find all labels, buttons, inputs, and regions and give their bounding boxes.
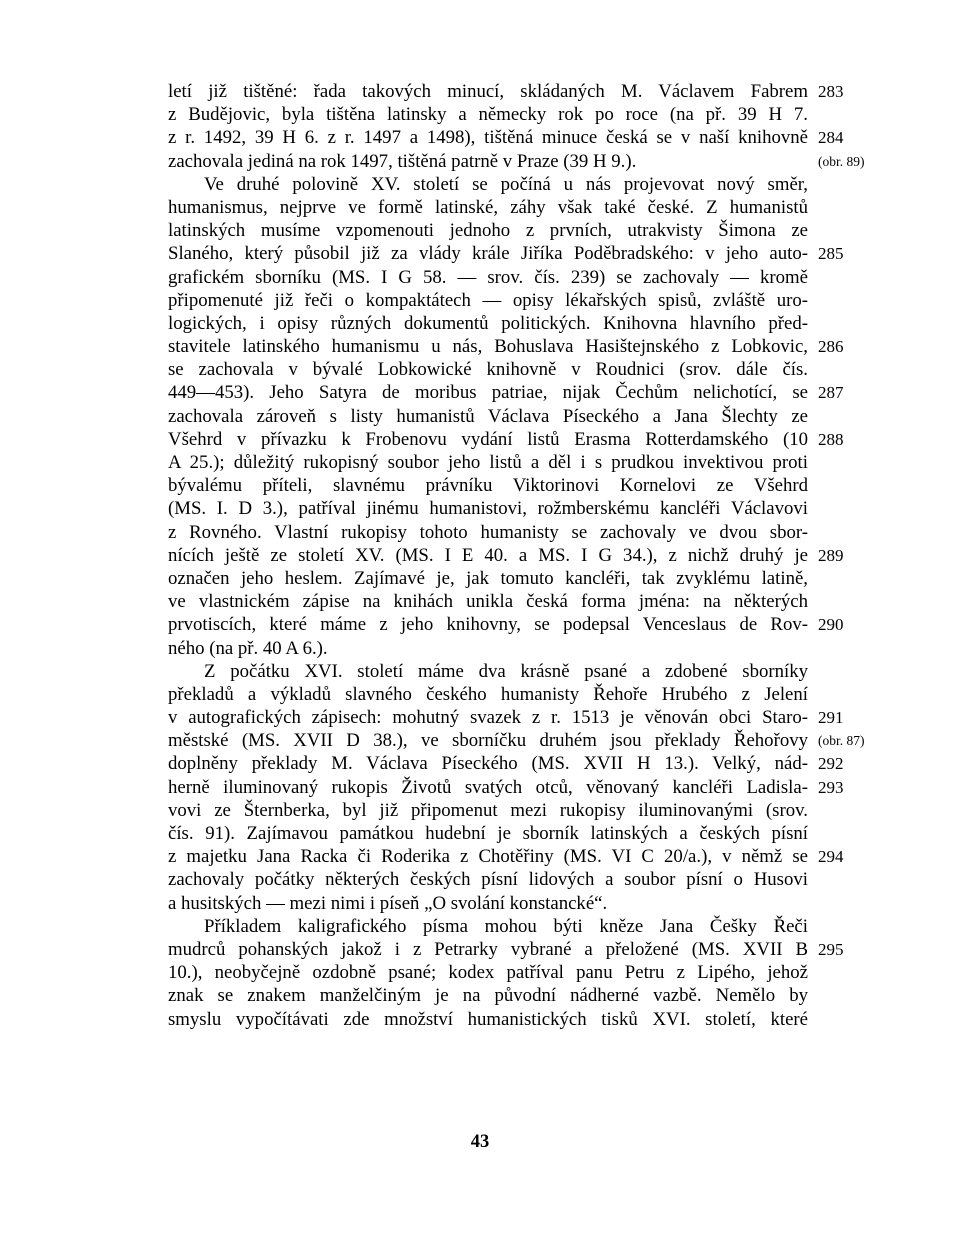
page-number: 43 [470, 1132, 490, 1152]
margin-note: 285 [818, 244, 844, 264]
margin-note [818, 637, 918, 660]
text-line: z r. 1492, 39 H 6. z r. 1497 a 1498), tištěná minuce česká se v naší knihovně [168, 127, 808, 149]
margin-note [818, 799, 918, 822]
text-line: v autografických zápisech: mohutný svazek z r. 1513 je věnován obci Staro- [168, 707, 808, 729]
margin-note [818, 451, 918, 474]
margin-note [818, 1008, 918, 1031]
text-line: Příkladem kaligrafického písma mohou býti kněze Jana Češky Řeči [204, 915, 808, 937]
margin-note [818, 312, 918, 335]
text-line: ného (na př. 40 A 6.). [168, 637, 328, 659]
margin-note: 293 [818, 777, 844, 797]
margin-note: 284 [818, 128, 844, 148]
margin-note [818, 289, 918, 312]
text-line: z Rovného. Vlastní rukopisy tohoto humanisty se zachovaly ve dvou sbor- [168, 521, 808, 543]
text-line: čís. 91). Zajímavou památkou hudební je sborník latinských a českých písní [168, 823, 808, 844]
margin-notes [818, 80, 918, 1031]
margin-note [818, 219, 918, 242]
margin-note [818, 103, 918, 126]
margin-note [818, 822, 918, 845]
margin-note [818, 961, 918, 984]
text-line: latinských musíme vzpomenouti jednoho z prvních, utrakvisty Šimona ze [168, 220, 808, 242]
margin-note [818, 660, 918, 683]
text-line: nících ještě ze století XV. (MS. I E 40. a MS. I G 34.), z nichž druhý je [168, 544, 808, 566]
text-line: doplněny překlady M. Václava Píseckého (MS. XVII H 13.). Velký, nád- [168, 753, 808, 775]
margin-note: 292 [818, 754, 844, 774]
text-line: vovi ze Šternberka, byl již připomenut mezi rukopisy iluminovanými (srov. [168, 799, 808, 821]
text-line: stavitele latinského humanismu u nás, Bohuslava Hasištejnského z Lobkovic, [168, 336, 808, 358]
text-line: označen jeho heslem. Zajímavé je, jak tomuto kancléři, tak zvyklému latině, [168, 567, 808, 589]
margin-note [818, 984, 918, 1007]
margin-note [818, 683, 918, 706]
text-line: z Budějovic, byla tištěna latinsky a německy rok po roce (na př. 39 H 7. [168, 104, 808, 126]
margin-note [818, 892, 918, 915]
text-line: humanismus, nejprve ve formě latinské, záhy však také české. Z humanistů [168, 196, 808, 218]
margin-note [818, 590, 918, 613]
text-line: smyslu vypočítávati zde množství humanistických tisků XVI. století, které [168, 1008, 808, 1030]
margin-note: 287 [818, 383, 844, 403]
text-line: a husitských — mezi nimi i píseň „O svolání konstancké“. [168, 892, 608, 914]
margin-note: 291 [818, 708, 844, 728]
margin-note [818, 474, 918, 497]
text-line: 449—453). Jeho Satyra de moribus patriae, nijak Čechům nelichotící, se [168, 382, 808, 404]
margin-note: 283 [818, 82, 844, 101]
text-line: Slaného, který působil již za vlády krále Jiříka Poděbradského: v jeho auto- [168, 243, 808, 265]
margin-note: (obr. 89) [818, 153, 865, 169]
text-line: znak se znakem manželčiným je na původní nádherné vazbě. Nemělo by [168, 985, 808, 1007]
margin-note: 290 [818, 615, 844, 635]
text-line: zachovaly počátky některých českých písní lidových a soubor písní o Husovi [168, 869, 808, 891]
margin-note: 289 [818, 545, 844, 565]
margin-note [818, 266, 918, 289]
body-text [168, 80, 808, 1031]
text-line: letí již tištěné: řada takových minucí, skládaných M. Václavem Fabrem [168, 81, 808, 102]
text-line: z majetku Jana Racka či Roderika z Chotěřiny (MS. VI C 20/a.), v němž se [168, 846, 808, 868]
text-line: herně iluminovaný rukopis Životů svatých otců, věnovaný kancléři Ladisla- [168, 776, 808, 798]
text-line: logických, i opisy různých dokumentů politických. Knihovna hlavního před- [168, 312, 808, 334]
text-line: mudrců pohanských jakož i z Petrarky vybrané a přeložené (MS. XVII B [168, 938, 808, 960]
text-line: Ve druhé polovině XV. století se počíná u nás projevovat nový směr, [204, 173, 808, 195]
margin-note [818, 405, 918, 428]
text-line: ve vlastnickém zápise na knihách unikla česká forma jména: na některých [168, 591, 808, 613]
text-line: grafickém sborníku (MS. I G 58. — srov. čís. 239) se zachovaly — kromě [168, 266, 808, 288]
margin-note [818, 497, 918, 520]
margin-note: 288 [818, 429, 844, 449]
text-line: prvotiscích, které máme z jeho knihovny, se podepsal Venceslaus de Rov- [168, 614, 808, 636]
text-line: (MS. I. D 3.), patříval jinému humanistovi, rožmberskému kancléři Václavovi [168, 498, 808, 520]
margin-note [818, 173, 918, 196]
margin-note [818, 358, 918, 381]
text-line: připomenuté již řeči o kompaktátech — opisy lékařských spisů, zvláště uro- [168, 289, 808, 311]
text-line: městské (MS. XVII D 38.), ve sborníčku druhém jsou překlady Řehořovy [168, 730, 808, 752]
text-line: Všehrd v přívazku k Frobenovu vydání listů Erasma Rotterdamského (10 [168, 428, 808, 450]
margin-note [818, 915, 918, 938]
margin-note [818, 521, 918, 544]
margin-note: 286 [818, 337, 844, 357]
text-line: bývalému příteli, slavnému právníku Viktorinovi Kornelovi ze Všehrd [168, 475, 808, 497]
margin-note [818, 196, 918, 219]
text-line: zachovala jediná na rok 1497, tištěná patrně v Praze (39 H 9.). [168, 150, 637, 172]
text-line: zachovala zároveň s listy humanistů Václava Píseckého a Jana Šlechty ze [168, 405, 808, 427]
text-line: Z počátku XVI. století máme dva krásně psané a zdobené sborníky [204, 660, 808, 682]
text-line: 10.), neobyčejně ozdobně psané; kodex patříval panu Petru z Lipého, jehož [168, 962, 808, 984]
text-line: A 25.); důležitý rukopisný soubor jeho listů a děl i s prudkou invektivou proti [168, 452, 808, 473]
margin-note: 295 [818, 939, 844, 959]
margin-note [818, 868, 918, 891]
margin-note: (obr. 87) [818, 733, 865, 749]
text-line: překladů a výkladů slavného českého humanisty Řehoře Hrubého z Jelení [168, 683, 808, 705]
margin-note [818, 567, 918, 590]
text-line: se zachovala v bývalé Lobkowické knihovně v Roudnici (srov. dále čís. [168, 359, 808, 381]
margin-note: 294 [818, 847, 844, 867]
